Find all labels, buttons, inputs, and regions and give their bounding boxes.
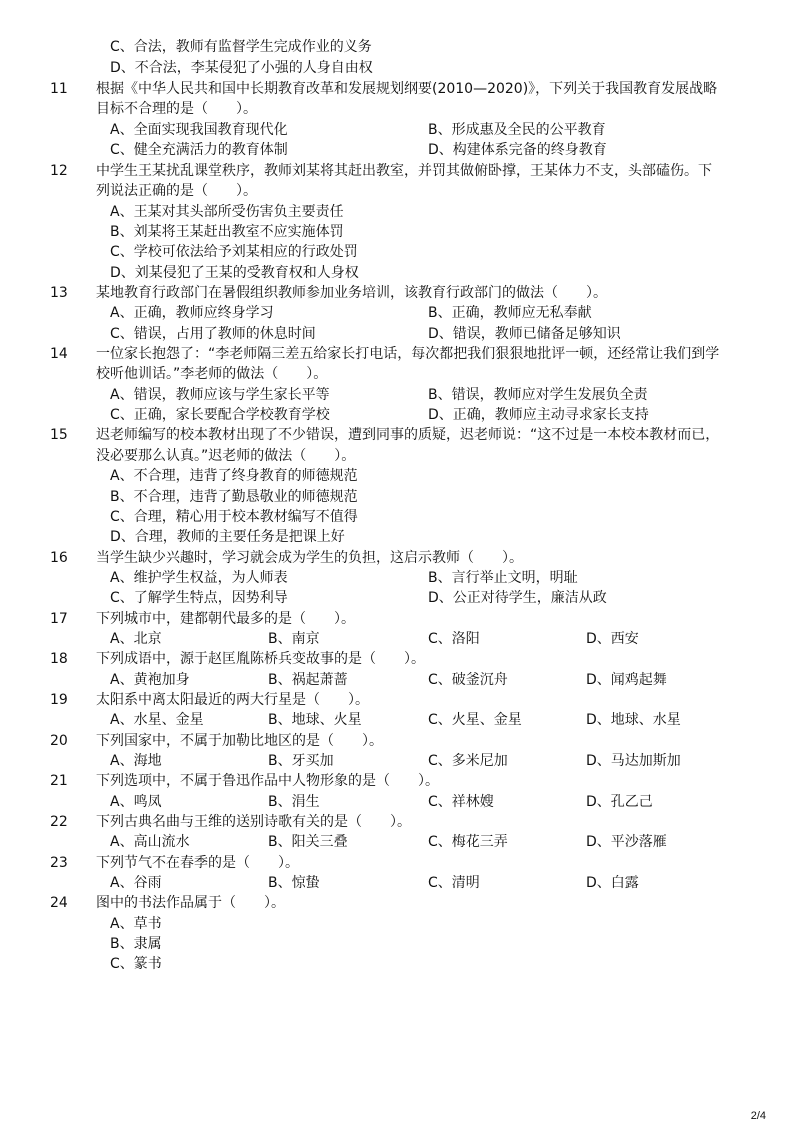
question-number: 19 <box>50 692 68 708</box>
question-stem: 太阳系中离太阳最近的两大行星是（ ）。 <box>96 692 369 708</box>
option-a: A、错误，教师应该与学生家长平等 <box>110 387 330 403</box>
question-stem: 目标不合理的是（ ）。 <box>96 101 257 117</box>
question-stem: 下列选项中，不属于鲁迅作品中人物形象的是（ ）。 <box>96 773 439 789</box>
option-b: B、隶属 <box>110 936 162 952</box>
question-stem: 一位家长抱怨了：“李老师隔三差五给家长打电话，每次都把我们狠狠地批评一顿，还经常让我们到学 <box>96 346 720 362</box>
question-number: 20 <box>50 733 68 749</box>
option-c: C、学校可依法给予刘某相应的行政处罚 <box>110 244 358 260</box>
question-stem: 下列成语中，源于赵匡胤陈桥兵变故事的是（ ）。 <box>96 651 425 667</box>
option-b: B、刘某将王某赶出教室不应实施体罚 <box>110 224 344 240</box>
option-a: A、水星、金星 <box>110 712 204 728</box>
option-d: D、地球、水星 <box>586 712 681 728</box>
question-number: 17 <box>50 611 68 627</box>
option-c: C、多米尼加 <box>428 753 508 769</box>
question-stem: 下列节气不在春季的是（ ）。 <box>96 855 299 871</box>
option-c: C、正确，家长要配合学校教育学校 <box>110 407 330 423</box>
question-number: 18 <box>50 651 68 667</box>
option-d: D、构建体系完备的终身教育 <box>428 142 607 158</box>
option-d: D、合理，教师的主要任务是把课上好 <box>110 529 345 545</box>
option-c: C、篆书 <box>110 956 162 972</box>
option-a: A、海地 <box>110 753 162 769</box>
question-number: 14 <box>50 346 68 362</box>
option-c: C、祥林嫂 <box>428 794 494 810</box>
option-b: B、正确，教师应无私奉献 <box>428 305 592 321</box>
option-c: C、错误，占用了教师的休息时间 <box>110 326 316 342</box>
option-c: C、清明 <box>428 875 480 891</box>
question-number: 12 <box>50 163 68 179</box>
option-b: B、不合理，违背了勤恳敬业的师德规范 <box>110 489 358 505</box>
option-c: C、健全充满活力的教育体制 <box>110 142 288 158</box>
option-b: B、牙买加 <box>268 753 334 769</box>
option-d: D、西安 <box>586 631 639 647</box>
option-d: D、马达加斯加 <box>586 753 681 769</box>
option-b: B、惊蛰 <box>268 875 320 891</box>
option-c: C、合理，精心用于校本教材编写不值得 <box>110 509 358 525</box>
option-text: C、合法，教师有监督学生完成作业的义务 <box>110 39 372 55</box>
question-stem: 中学生王某扰乱课堂秩序，教师刘某将其赶出教室，并罚其做俯卧撑，王某体力不支，头部磕伤。下 <box>96 163 712 179</box>
question-stem: 当学生缺少兴趣时，学习就会成为学生的负担，这启示教师（ ）。 <box>96 550 523 566</box>
question-stem: 根据《中华人民共和国中长期教育改革和发展规划纲要(2010—2020)》，下列关于我国教育发展战略 <box>96 81 718 97</box>
question-number: 13 <box>50 285 68 301</box>
question-number: 24 <box>50 895 68 911</box>
question-number: 16 <box>50 550 68 566</box>
question-stem: 下列国家中，不属于加勒比地区的是（ ）。 <box>96 733 383 749</box>
option-b: B、地球、火星 <box>268 712 362 728</box>
option-d: D、闻鸡起舞 <box>586 672 667 688</box>
option-d: D、孔乙己 <box>586 794 653 810</box>
option-a: A、草书 <box>110 916 162 932</box>
option-a: A、不合理，违背了终身教育的师德规范 <box>110 468 358 484</box>
question-stem: 某地教育行政部门在暑假组织教师参加业务培训，该教育行政部门的做法（ ）。 <box>96 285 607 301</box>
question-stem: 迟老师编写的校本教材出现了不少错误，遭到同事的质疑，迟老师说：“这不过是一本校本教材而已， <box>96 427 720 443</box>
option-a: A、高山流水 <box>110 834 190 850</box>
option-d: D、刘某侵犯了王某的受教育权和人身权 <box>110 265 359 281</box>
option-a: A、谷雨 <box>110 875 162 891</box>
question-stem: 图中的书法作品属于（ ）。 <box>96 895 285 911</box>
option-b: B、南京 <box>268 631 320 647</box>
option-c: C、了解学生特点，因势利导 <box>110 590 288 606</box>
option-a: A、北京 <box>110 631 162 647</box>
option-a: A、王某对其头部所受伤害负主要责任 <box>110 204 344 220</box>
question-number: 23 <box>50 855 68 871</box>
question-number: 15 <box>50 427 68 443</box>
option-b: B、阳关三叠 <box>268 834 348 850</box>
option-b: B、祸起萧蔷 <box>268 672 348 688</box>
option-a: A、黄袍加身 <box>110 672 190 688</box>
option-d: D、白露 <box>586 875 639 891</box>
question-stem: 没必要那么认真。”迟老师的做法（ ）。 <box>96 448 356 464</box>
question-stem: 列说法正确的是（ ）。 <box>96 183 257 199</box>
option-c: C、梅花三弄 <box>428 834 508 850</box>
option-b: B、言行举止文明，明耻 <box>428 570 578 586</box>
option-d: D、正确，教师应主动寻求家长支持 <box>428 407 649 423</box>
option-b: B、形成惠及全民的公平教育 <box>428 122 606 138</box>
question-stem: 下列古典名曲与王维的送别诗歌有关的是（ ）。 <box>96 814 411 830</box>
option-b: B、错误，教师应对学生发展负全责 <box>428 387 648 403</box>
option-c: C、破釜沉舟 <box>428 672 508 688</box>
question-number: 22 <box>50 814 68 830</box>
option-a: A、维护学生权益，为人师表 <box>110 570 288 586</box>
option-c: C、洛阳 <box>428 631 480 647</box>
option-d: D、错误，教师已储备足够知识 <box>428 326 621 342</box>
question-number: 21 <box>50 773 68 789</box>
option-d: D、平沙落雁 <box>586 834 667 850</box>
option-c: C、火星、金星 <box>428 712 522 728</box>
page-number: 2/4 <box>750 1110 766 1122</box>
option-d: D、公正对待学生，廉洁从政 <box>428 590 607 606</box>
question-stem: 校听他训话。”李老师的做法（ ）。 <box>96 366 328 382</box>
option-a: A、正确，教师应终身学习 <box>110 305 274 321</box>
option-a: A、全面实现我国教育现代化 <box>110 122 288 138</box>
question-stem: 下列城市中，建都朝代最多的是（ ）。 <box>96 611 355 627</box>
option-text: D、不合法，李某侵犯了小强的人身自由权 <box>110 60 373 76</box>
option-b: B、涓生 <box>268 794 320 810</box>
question-number: 11 <box>50 81 68 97</box>
option-a: A、鸣凤 <box>110 794 162 810</box>
